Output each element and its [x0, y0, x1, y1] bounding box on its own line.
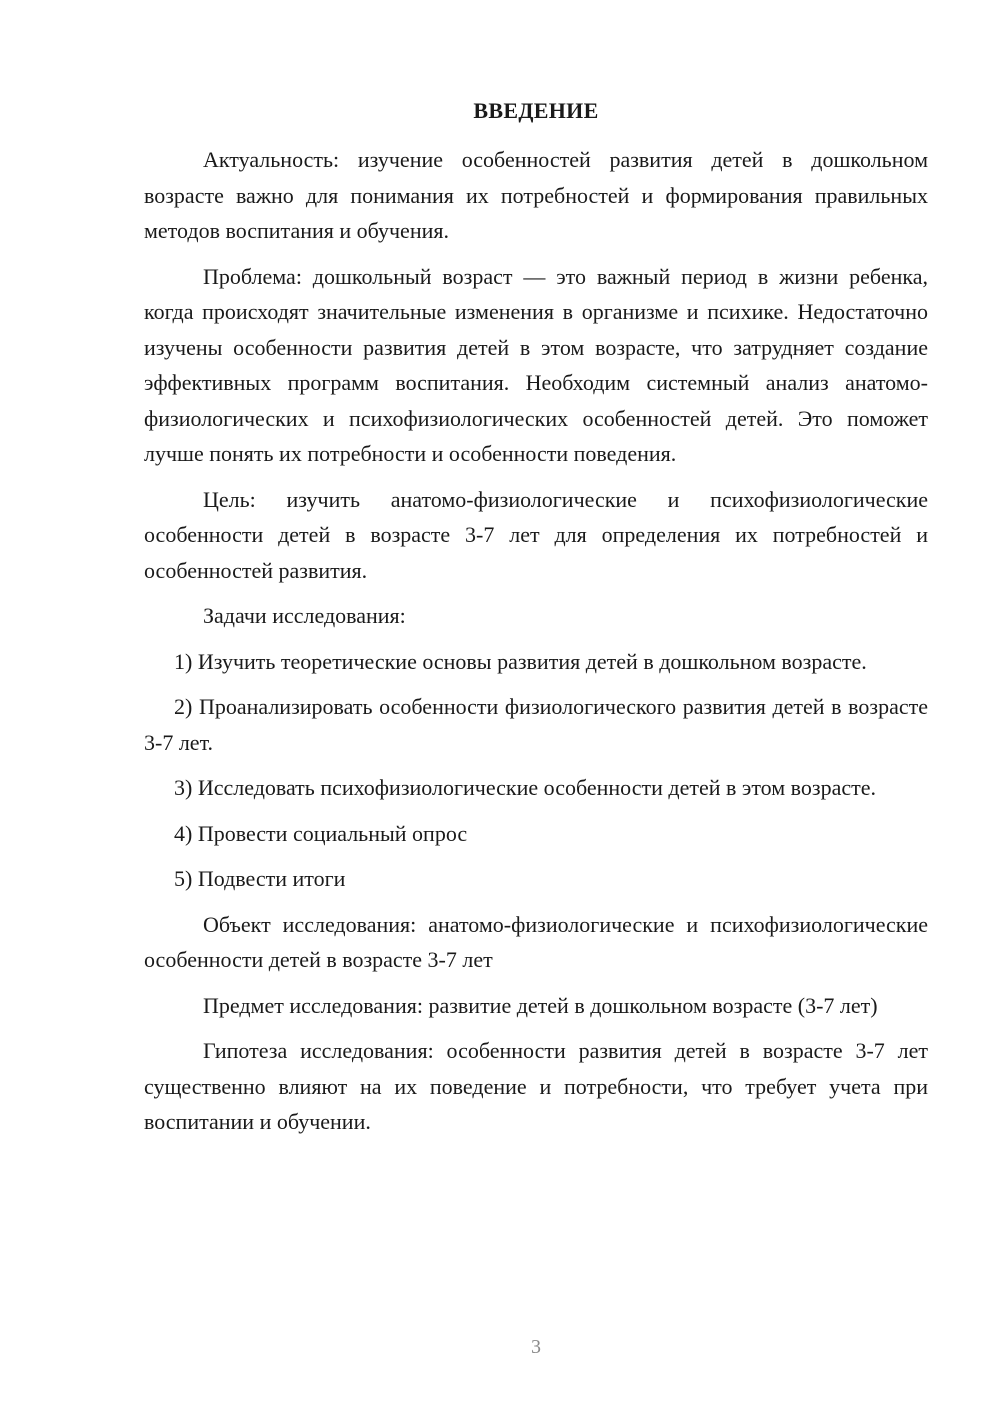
- paragraph-relevance: Актуальность: изучение особенностей развития детей в дошкольном возрасте важно для понимания их потребностей и формирования правильных методов воспитания и обучения.: [144, 147, 928, 243]
- task-item-4: 4) Провести социальный опрос: [174, 820, 468, 846]
- paragraph-hypothesis: Гипотеза исследования: особенности развития детей в возрасте 3-7 лет существенно влияют на их поведение и потребности, что требует учета при воспитании и обучении.: [144, 1038, 928, 1134]
- document-page: [144, 0, 928, 1414]
- paragraph-problem: Проблема: дошкольный возраст — это важный период в жизни ребенка, когда происходят значительные изменения в организме и психике. Недостаточно изучены особенности развития детей в этом возрасте, что затрудняет создание эффективных программ воспитания. Необходим системный анализ анатомо-физиологических и психофизиологических особенностей детей. Это поможет лучше понять их потребности и особенности поведения.: [144, 263, 928, 466]
- section-title: ВВЕДЕНИЕ: [473, 98, 599, 123]
- task-item-1: 1) Изучить теоретические основы развития детей в дошкольном возрасте.: [174, 648, 867, 674]
- task-item-5: 5) Подвести итоги: [174, 866, 346, 891]
- paragraph-subject: Предмет исследования: развитие детей в дошкольном возрасте (3-7 лет): [203, 992, 878, 1018]
- task-item-3: 3) Исследовать психофизиологические особенности детей в этом возрасте.: [174, 775, 876, 800]
- page-number: 3: [531, 1336, 541, 1358]
- paragraph-goal: Цель: изучить анатомо-физиологические и психофизиологические особенности детей в возрасте 3-7 лет для определения их потребностей и особенностей развития.: [144, 486, 928, 583]
- task-item-2: 2) Проанализировать особенности физиологического развития детей в возрасте 3-7 лет.: [144, 694, 928, 755]
- paragraph-tasks-heading: Задачи исследования:: [203, 603, 406, 628]
- paragraph-object: Объект исследования: анатомо-физиологические и психофизиологические особенности детей в возрасте 3-7 лет: [144, 911, 928, 972]
- document-body: [144, 142, 928, 1150]
